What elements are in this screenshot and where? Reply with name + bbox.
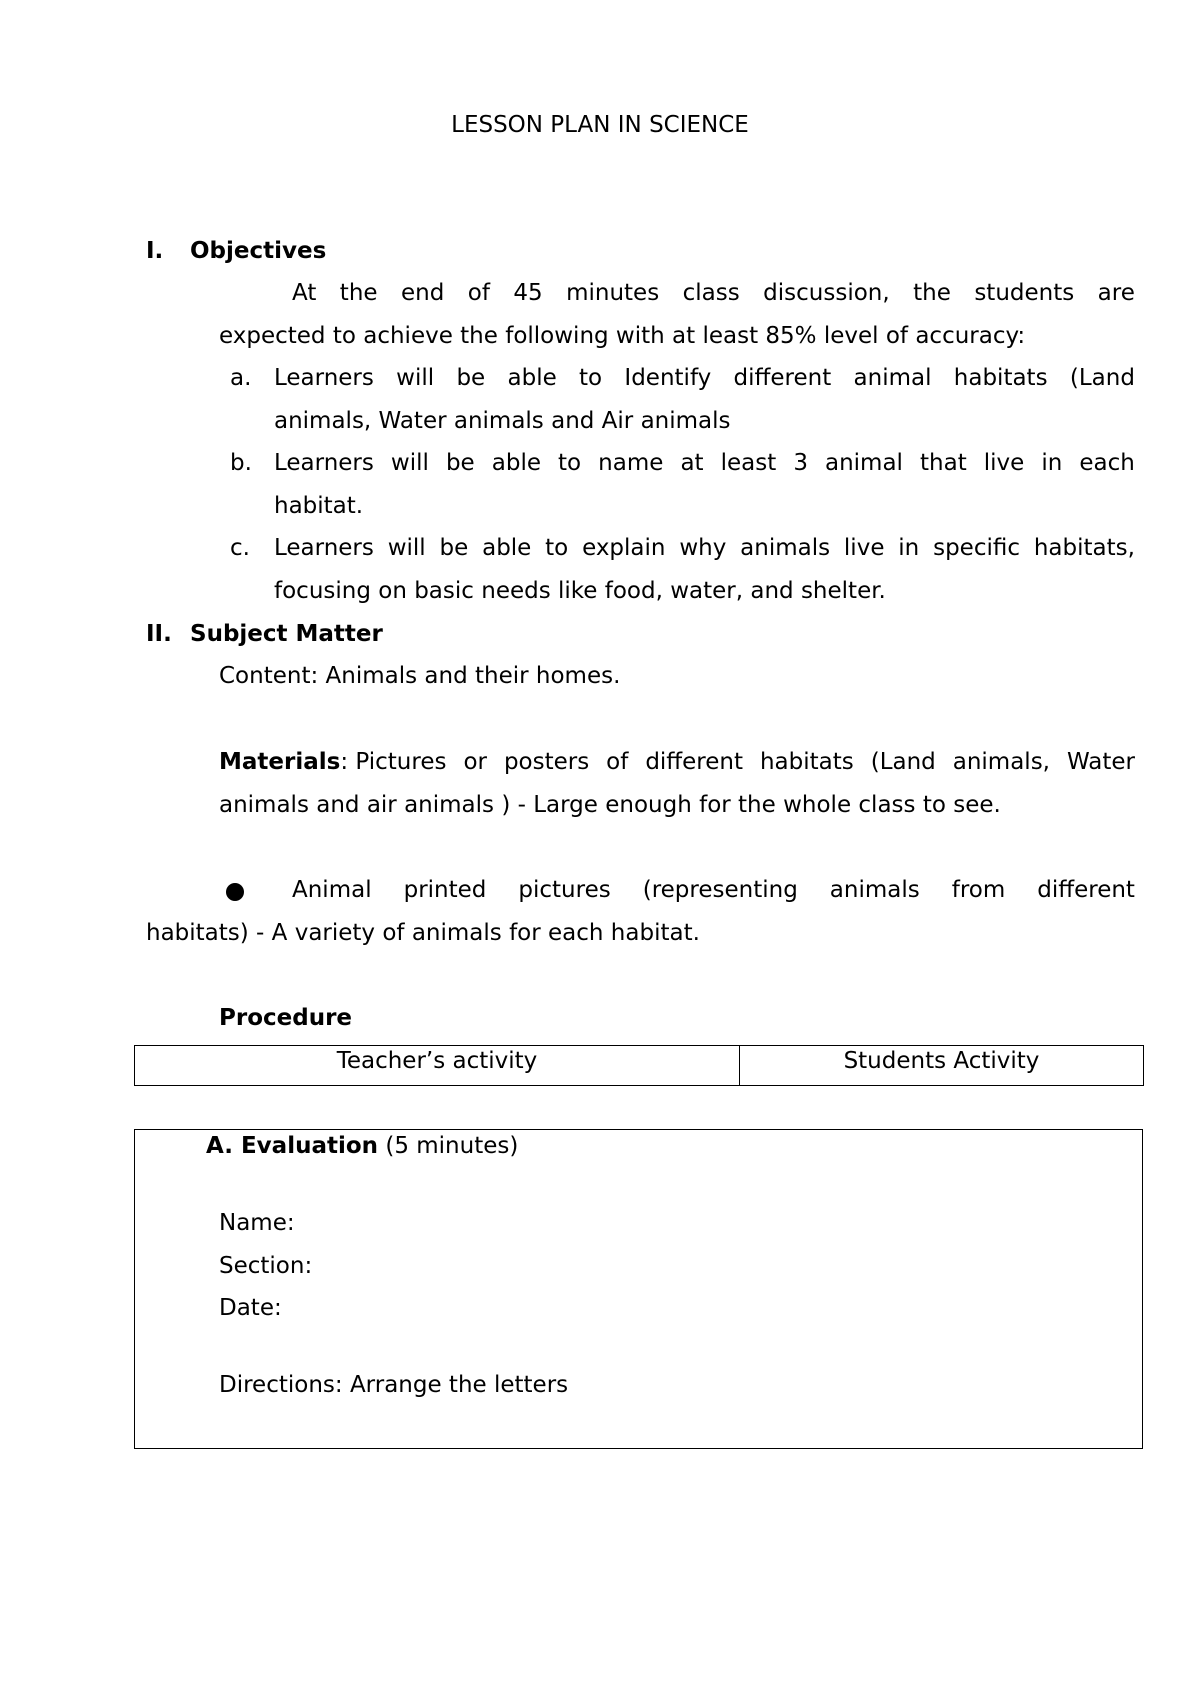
word: end: [400, 280, 445, 306]
objective-b-marker: b.: [230, 450, 252, 476]
word: Identify: [624, 365, 712, 391]
word: different: [1037, 877, 1135, 903]
word: will: [387, 535, 426, 561]
word: posters: [503, 749, 590, 775]
subject-matter-heading: Subject Matter: [190, 621, 383, 647]
word: live: [983, 450, 1025, 476]
word: explain: [582, 535, 666, 561]
materials-label: Materials: [219, 749, 341, 775]
procedure-heading: Procedure: [219, 1005, 353, 1031]
evaluation-label: A. Evaluation: [206, 1133, 379, 1159]
word: animals: [740, 535, 831, 561]
word: 3: [793, 450, 808, 476]
word: habitats,: [1033, 535, 1135, 561]
evaluation-duration: (5 minutes): [378, 1133, 519, 1159]
word: animals,: [952, 749, 1050, 775]
word: name: [598, 450, 664, 476]
word: least: [720, 450, 777, 476]
procedure-table: [134, 1045, 1144, 1086]
word: Learners: [274, 450, 374, 476]
word: the: [913, 280, 951, 306]
word: to: [558, 450, 582, 476]
word: animals: [829, 877, 920, 903]
word: Animal: [292, 877, 372, 903]
word: why: [679, 535, 727, 561]
objective-c-line2: focusing on basic needs like food, water, and shelter.: [274, 578, 886, 604]
word: at: [680, 450, 704, 476]
teacher-activity-header: Teacher’s activity: [135, 1046, 740, 1086]
word: to: [579, 365, 603, 391]
objective-b-line1: [274, 442, 1135, 484]
word: able: [491, 450, 541, 476]
word: in: [1041, 450, 1063, 476]
word: At: [292, 280, 317, 306]
word: be: [439, 535, 469, 561]
word: from: [951, 877, 1006, 903]
word: printed: [403, 877, 487, 903]
word: 45: [513, 280, 543, 306]
bullet-line1: [292, 869, 1135, 911]
word: minutes: [566, 280, 660, 306]
name-field-label: Name:: [219, 1210, 295, 1236]
objectives-intro-line2: expected to achieve the following with at least 85% level of accuracy:: [219, 323, 1026, 349]
date-field-label: Date:: [219, 1295, 282, 1321]
objective-a-marker: a.: [230, 365, 252, 391]
objective-a-line1: [274, 357, 1135, 399]
word: pictures: [518, 877, 611, 903]
word: Learners: [274, 535, 374, 561]
word: will: [390, 450, 429, 476]
word: Learners: [274, 365, 374, 391]
materials-line2: animals and air animals ) - Large enough for the whole class to see.: [219, 792, 1001, 818]
content-line: Content: Animals and their homes.: [219, 663, 621, 689]
objectives-intro-line1: [292, 272, 1135, 314]
word: habitats: [759, 749, 854, 775]
word: each: [1079, 450, 1135, 476]
evaluation-heading: [206, 1125, 518, 1167]
table-row: [135, 1046, 1144, 1086]
objectives-heading: Objectives: [190, 238, 327, 264]
word: Materials: Pictures: [219, 749, 447, 775]
page-title: LESSON PLAN IN SCIENCE: [451, 112, 749, 138]
materials-line1: [219, 741, 1135, 783]
word: Water: [1066, 749, 1135, 775]
word: animal: [853, 365, 932, 391]
section-field-label: Section:: [219, 1253, 313, 1279]
word: (Land: [870, 749, 936, 775]
word: able: [507, 365, 557, 391]
objective-b-line2: habitat.: [274, 493, 364, 519]
word: be: [445, 450, 475, 476]
word: (Land: [1069, 365, 1135, 391]
objective-c-marker: c.: [230, 535, 250, 561]
word: able: [482, 535, 532, 561]
bullet-icon: [226, 883, 244, 901]
word: discussion,: [763, 280, 890, 306]
objective-a-line2: animals, Water animals and Air animals: [274, 408, 731, 434]
section-numeral-1: I.: [146, 238, 164, 264]
word: (representing: [642, 877, 798, 903]
word: different: [645, 749, 743, 775]
word: students: [974, 280, 1075, 306]
word: class: [682, 280, 740, 306]
directions-line: Directions: Arrange the letters: [219, 1372, 569, 1398]
section-numeral-2: II.: [146, 621, 172, 647]
students-activity-header: Students Activity: [740, 1046, 1144, 1086]
word: the: [339, 280, 378, 306]
word: in: [898, 535, 920, 561]
word: of: [606, 749, 629, 775]
word: be: [456, 365, 486, 391]
word: animal: [825, 450, 903, 476]
word: live: [843, 535, 885, 561]
word: specific: [933, 535, 1020, 561]
word: to: [545, 535, 569, 561]
objective-c-line1: [274, 527, 1135, 569]
word: will: [396, 365, 435, 391]
word: are: [1097, 280, 1135, 306]
word: different: [733, 365, 832, 391]
word: habitats: [953, 365, 1048, 391]
word: that: [920, 450, 967, 476]
word: of: [467, 280, 490, 306]
bullet-line2: habitats) - A variety of animals for each habitat.: [146, 920, 700, 946]
word: or: [463, 749, 487, 775]
